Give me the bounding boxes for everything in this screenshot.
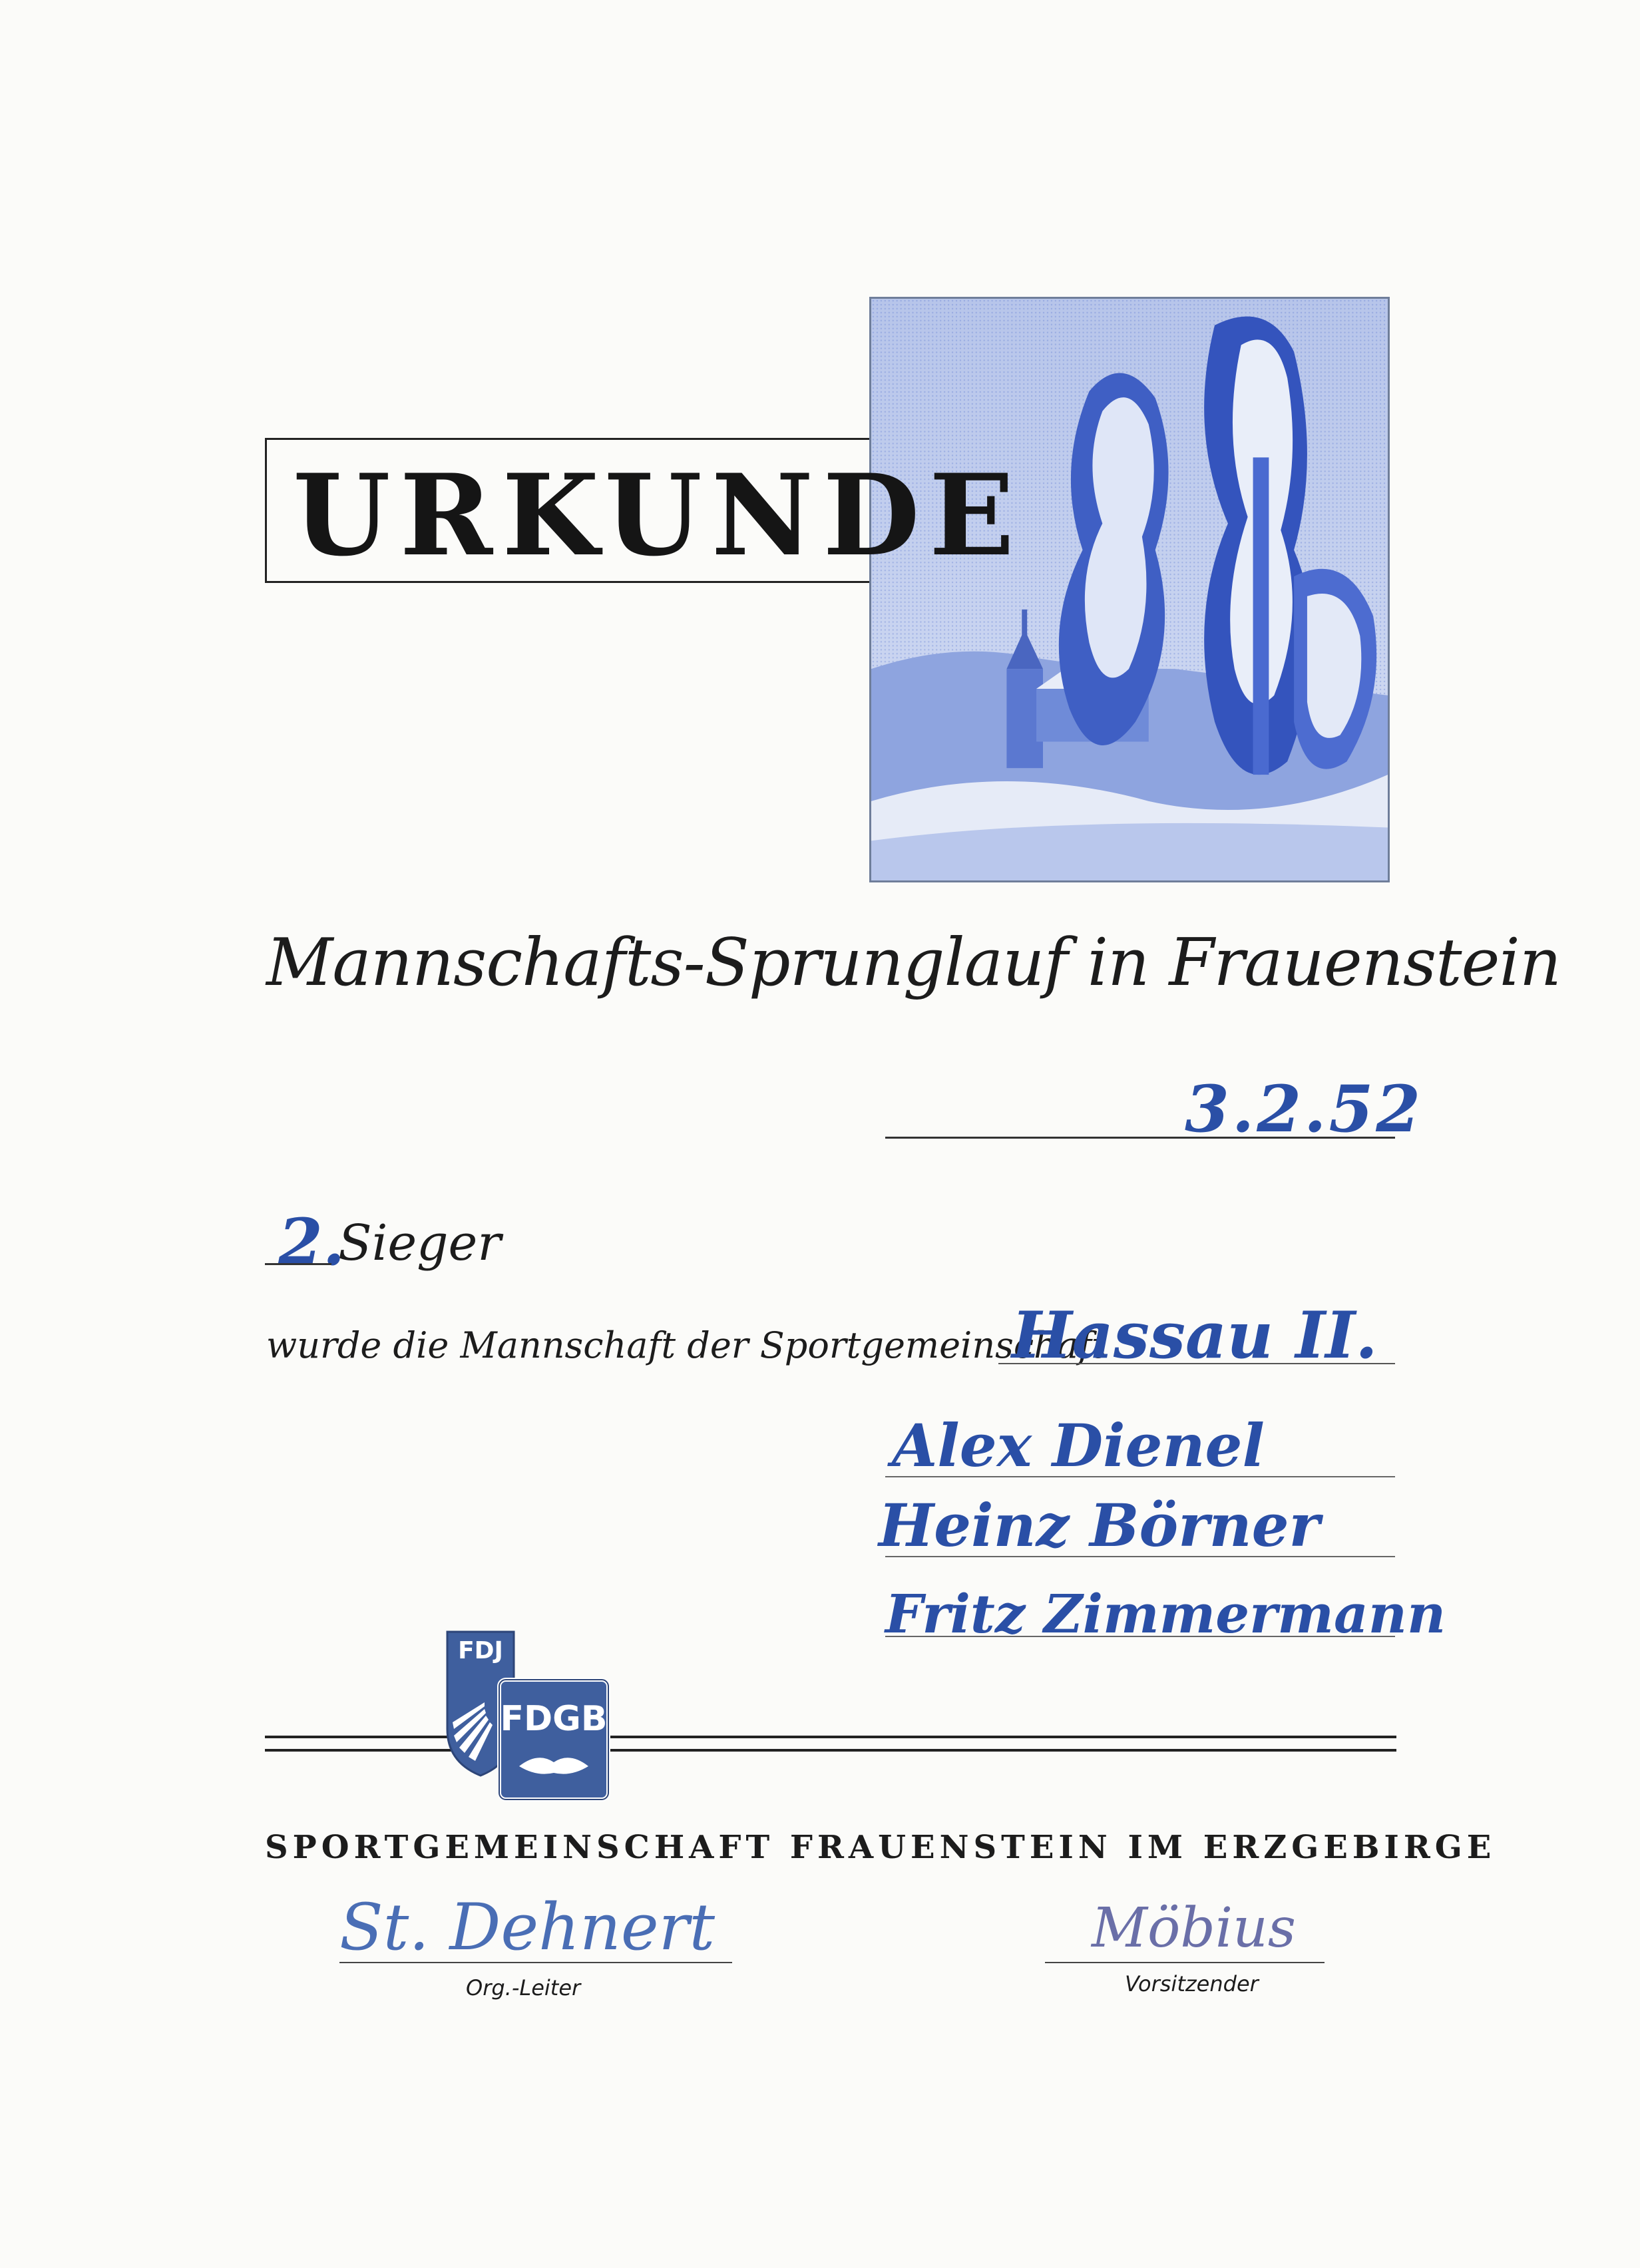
member-line — [885, 1476, 1395, 1477]
vorsitzender-label: Vorsitzender — [1125, 1971, 1259, 1996]
placement-line — [265, 1263, 331, 1265]
event-title: Mannschafts-Sprunglauf in Frauenstein — [266, 925, 1561, 1001]
placement-value: 2. — [278, 1205, 345, 1280]
fdj-fdgb-logo-icon — [445, 1629, 611, 1802]
date-value: 3.2.52 — [1185, 1071, 1424, 1147]
double-rule-top — [265, 1736, 1396, 1738]
certificate-title: URKUNDE — [293, 449, 1024, 581]
member-line — [885, 1636, 1395, 1637]
logo-fdj-text: FDJ — [458, 1637, 503, 1664]
org-leiter-label: Org.-Leiter — [466, 1975, 581, 2000]
signature-line-left — [339, 1962, 732, 1963]
team-name: Hassau II. — [1012, 1298, 1378, 1373]
placement-label: Sieger — [338, 1215, 501, 1272]
signature-line-right — [1045, 1962, 1325, 1963]
date-line — [885, 1137, 1395, 1139]
team-sentence: wurde die Mannschaft der Sportgemeinschaft — [266, 1324, 1106, 1366]
organisation-name: SPORTGEMEINSCHAFT FRAUENSTEIN IM ERZGEBIRGE — [265, 1829, 1496, 1866]
member-line — [885, 1556, 1395, 1557]
team-member: Alex Dienel — [892, 1411, 1265, 1480]
team-member: Fritz Zimmermann — [885, 1583, 1446, 1645]
team-member: Heinz Börner — [879, 1491, 1320, 1560]
team-line — [998, 1363, 1395, 1364]
double-rule-bottom — [265, 1749, 1396, 1752]
signature-vorsitzender: Möbius — [1092, 1897, 1296, 1960]
winter-landscape-picture — [869, 297, 1390, 882]
logo-fdgb-text: FDGB — [500, 1699, 608, 1739]
signature-org-leiter: St. Dehnert — [339, 1890, 716, 1965]
